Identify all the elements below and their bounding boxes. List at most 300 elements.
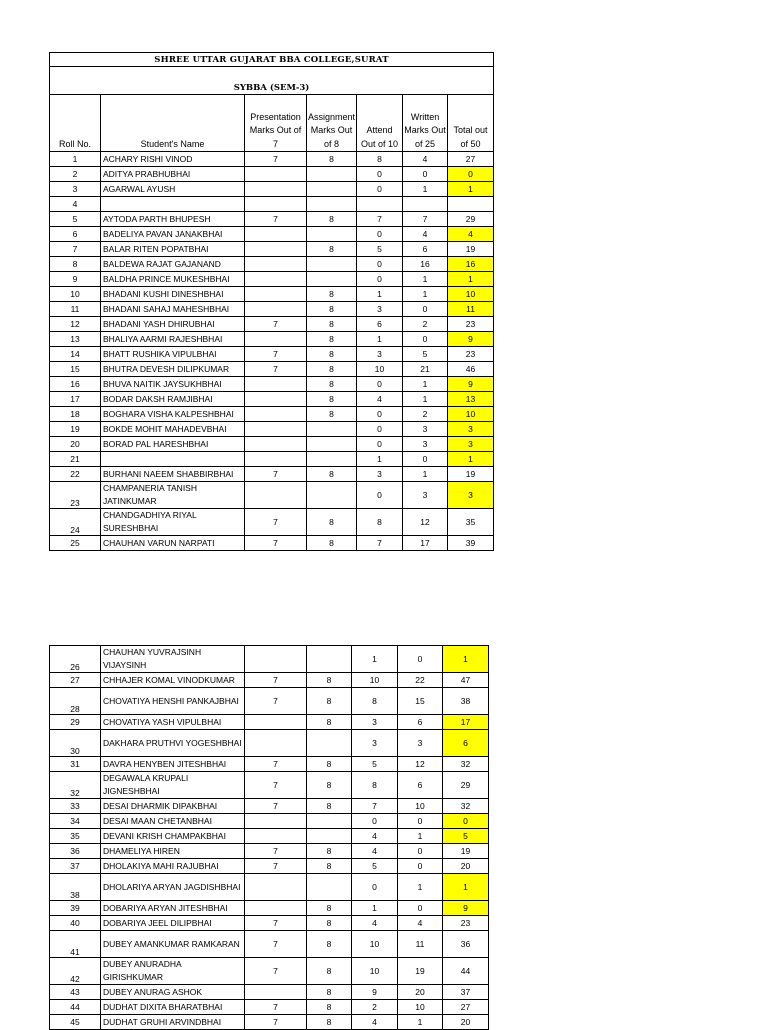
roll-no-cell: 42 (50, 958, 101, 985)
total-cell: 23 (443, 916, 489, 931)
assignment-cell: 8 (307, 985, 352, 1000)
presentation-cell (245, 257, 307, 272)
presentation-cell (245, 227, 307, 242)
attendance-cell: 5 (357, 242, 403, 257)
attendance-cell: 0 (357, 272, 403, 287)
header-roll-no: Roll No. (50, 95, 101, 152)
written-cell: 2 (403, 317, 448, 332)
attendance-cell: 1 (352, 901, 398, 916)
assignment-cell: 8 (307, 1000, 352, 1015)
assignment-cell: 8 (307, 844, 352, 859)
table-row (50, 916, 489, 931)
table-row (50, 467, 494, 482)
attendance-cell: 1 (357, 332, 403, 347)
total-cell: 23 (448, 347, 494, 362)
student-name-cell: BHUVA NAITIK JAYSUKHBHAI (101, 377, 245, 392)
attendance-cell: 3 (357, 347, 403, 362)
student-name-cell: BOGHARA VISHA KALPESHBHAI (101, 407, 245, 422)
attendance-cell: 7 (357, 212, 403, 227)
attendance-cell: 8 (352, 688, 398, 715)
table-row (50, 874, 489, 901)
roll-no-cell: 35 (50, 829, 101, 844)
presentation-cell: 7 (245, 1000, 307, 1015)
total-cell: 32 (443, 799, 489, 814)
total-cell: 1 (443, 874, 489, 901)
presentation-cell (245, 874, 307, 901)
total-cell: 10 (448, 407, 494, 422)
presentation-cell: 7 (245, 212, 307, 227)
total-cell: 47 (443, 673, 489, 688)
table-row (50, 377, 494, 392)
written-cell: 3 (403, 437, 448, 452)
written-cell: 17 (403, 536, 448, 551)
written-cell: 15 (398, 688, 443, 715)
assignment-cell (307, 422, 357, 437)
roll-no-cell: 31 (50, 757, 101, 772)
total-cell: 16 (448, 257, 494, 272)
total-cell: 0 (448, 167, 494, 182)
total-cell: 23 (448, 317, 494, 332)
roll-no-cell: 36 (50, 844, 101, 859)
attendance-cell: 4 (352, 829, 398, 844)
student-name-cell: CHHAJER KOMAL VINODKUMAR (101, 673, 245, 688)
table-row (50, 362, 494, 377)
written-cell: 0 (398, 646, 443, 673)
total-cell: 20 (443, 859, 489, 874)
written-cell: 6 (398, 772, 443, 799)
student-name-cell: DHOLARIYA ARYAN JAGDISHBHAI (101, 874, 245, 901)
written-cell: 10 (398, 1000, 443, 1015)
student-name-cell: CHOVATIYA YASH VIPULBHAI (101, 715, 245, 730)
attendance-cell: 4 (352, 844, 398, 859)
table-row (50, 509, 494, 536)
attendance-cell: 0 (357, 407, 403, 422)
presentation-cell (245, 377, 307, 392)
presentation-cell (245, 437, 307, 452)
table-row (50, 901, 489, 916)
assignment-cell: 8 (307, 509, 357, 536)
presentation-cell (245, 272, 307, 287)
assignment-cell: 8 (307, 392, 357, 407)
assignment-cell: 8 (307, 916, 352, 931)
table-row (50, 829, 489, 844)
student-name-cell: DUDHAT GRUHI ARVINDBHAI (101, 1015, 245, 1030)
attendance-cell: 2 (352, 1000, 398, 1015)
total-cell: 9 (448, 377, 494, 392)
student-name-cell: ADITYA PRABHUBHAI (101, 167, 245, 182)
table-row (50, 182, 494, 197)
attendance-cell: 3 (352, 715, 398, 730)
roll-no-cell: 7 (50, 242, 101, 257)
written-cell: 10 (398, 799, 443, 814)
student-name-cell: BHALIYA AARMI RAJESHBHAI (101, 332, 245, 347)
attendance-cell: 6 (357, 317, 403, 332)
attendance-cell: 10 (352, 931, 398, 958)
table-row (50, 302, 494, 317)
attendance-cell: 0 (352, 814, 398, 829)
roll-no-cell: 20 (50, 437, 101, 452)
presentation-cell (245, 302, 307, 317)
roll-no-cell: 4 (50, 197, 101, 212)
roll-no-cell: 26 (50, 646, 101, 673)
attendance-cell: 10 (352, 673, 398, 688)
student-name-cell: DUBEY AMANKUMAR RAMKARAN (101, 931, 245, 958)
roll-no-cell: 32 (50, 772, 101, 799)
total-cell: 19 (443, 844, 489, 859)
written-cell: 0 (398, 901, 443, 916)
roll-no-cell: 3 (50, 182, 101, 197)
written-cell: 1 (403, 392, 448, 407)
student-name-cell: CHAUHAN VARUN NARPATI (101, 536, 245, 551)
roll-no-cell: 25 (50, 536, 101, 551)
table-row (50, 482, 494, 509)
attendance-cell: 4 (352, 1015, 398, 1030)
student-name-cell: BHADANI SAHAJ MAHESHBHAI (101, 302, 245, 317)
presentation-cell (245, 985, 307, 1000)
assignment-cell: 8 (307, 212, 357, 227)
student-name-cell: DUDHAT DIXITA BHARATBHAI (101, 1000, 245, 1015)
student-name-cell: DEVANI KRISH CHAMPAKBHAI (101, 829, 245, 844)
total-cell: 29 (448, 212, 494, 227)
student-name-cell: DESAI MAAN CHETANBHAI (101, 814, 245, 829)
presentation-cell: 7 (245, 317, 307, 332)
written-cell: 11 (398, 931, 443, 958)
assignment-cell: 8 (307, 757, 352, 772)
table-row (50, 392, 494, 407)
assignment-cell: 8 (307, 901, 352, 916)
presentation-cell (245, 182, 307, 197)
assignment-cell (307, 730, 352, 757)
roll-no-cell: 37 (50, 859, 101, 874)
table-row (50, 931, 489, 958)
student-name-cell (101, 452, 245, 467)
presentation-cell (245, 829, 307, 844)
written-cell: 1 (398, 874, 443, 901)
presentation-cell: 7 (245, 844, 307, 859)
presentation-cell (245, 730, 307, 757)
written-cell: 1 (403, 272, 448, 287)
total-cell: 27 (443, 1000, 489, 1015)
assignment-cell (307, 814, 352, 829)
roll-no-cell: 6 (50, 227, 101, 242)
roll-no-cell: 23 (50, 482, 101, 509)
attendance-cell: 3 (357, 467, 403, 482)
total-cell: 37 (443, 985, 489, 1000)
presentation-cell: 7 (245, 467, 307, 482)
total-cell: 4 (448, 227, 494, 242)
written-cell: 1 (398, 829, 443, 844)
presentation-cell: 7 (245, 347, 307, 362)
presentation-cell (245, 287, 307, 302)
student-name-cell: CHANDGADHIYA RIYAL SURESHBHAI (101, 509, 245, 536)
total-cell: 9 (448, 332, 494, 347)
written-cell: 7 (403, 212, 448, 227)
header-student-name: Student's Name (101, 95, 245, 152)
table-row (50, 422, 494, 437)
written-cell: 21 (403, 362, 448, 377)
presentation-cell: 7 (245, 673, 307, 688)
written-cell: 3 (398, 730, 443, 757)
attendance-cell: 0 (357, 422, 403, 437)
student-name-cell: DAVRA HENYBEN JITESHBHAI (101, 757, 245, 772)
written-cell: 12 (398, 757, 443, 772)
written-cell: 0 (403, 332, 448, 347)
presentation-cell (245, 167, 307, 182)
written-cell: 3 (403, 482, 448, 509)
student-name-cell: BHADANI KUSHI DINESHBHAI (101, 287, 245, 302)
total-cell: 39 (448, 536, 494, 551)
assignment-cell: 8 (307, 152, 357, 167)
written-cell: 1 (398, 1015, 443, 1030)
total-cell: 9 (443, 901, 489, 916)
assignment-cell: 8 (307, 1015, 352, 1030)
attendance-cell: 1 (357, 452, 403, 467)
presentation-cell: 7 (245, 757, 307, 772)
table-row (50, 347, 494, 362)
total-cell (448, 197, 494, 212)
total-cell: 38 (443, 688, 489, 715)
student-name-cell: DESAI DHARMIK DIPAKBHAI (101, 799, 245, 814)
assignment-cell: 8 (307, 242, 357, 257)
roll-no-cell: 1 (50, 152, 101, 167)
table-row (50, 242, 494, 257)
written-cell: 1 (403, 377, 448, 392)
total-cell: 20 (443, 1015, 489, 1030)
header-total: Total out of 50 (448, 95, 494, 152)
attendance-cell: 4 (352, 916, 398, 931)
table-row (50, 646, 489, 673)
marks-table-page-2 (49, 645, 489, 1030)
written-cell: 0 (403, 167, 448, 182)
total-cell: 11 (448, 302, 494, 317)
written-cell (403, 197, 448, 212)
assignment-cell: 8 (307, 799, 352, 814)
college-title: SHREE UTTAR GUJARAT BBA COLLEGE,SURAT (50, 53, 494, 67)
attendance-cell: 5 (352, 757, 398, 772)
presentation-cell: 7 (245, 536, 307, 551)
student-name-cell: CHOVATIYA HENSHI PANKAJBHAI (101, 688, 245, 715)
student-name-cell: BALDHA PRINCE MUKESHBHAI (101, 272, 245, 287)
written-cell: 0 (403, 452, 448, 467)
attendance-cell: 0 (352, 874, 398, 901)
student-name-cell: DUBEY ANURAG ASHOK (101, 985, 245, 1000)
roll-no-cell: 44 (50, 1000, 101, 1015)
presentation-cell (245, 814, 307, 829)
attendance-cell: 0 (357, 167, 403, 182)
total-cell: 27 (448, 152, 494, 167)
header-written-marks: Written Marks Out of 25 (403, 95, 448, 152)
total-cell: 1 (448, 272, 494, 287)
student-name-cell: BORAD PAL HARESHBHAI (101, 437, 245, 452)
assignment-cell: 8 (307, 347, 357, 362)
total-cell: 46 (448, 362, 494, 377)
total-cell: 13 (448, 392, 494, 407)
roll-no-cell: 39 (50, 901, 101, 916)
attendance-cell: 8 (352, 772, 398, 799)
roll-no-cell: 17 (50, 392, 101, 407)
roll-no-cell: 16 (50, 377, 101, 392)
total-cell: 0 (443, 814, 489, 829)
attendance-cell: 10 (357, 362, 403, 377)
attendance-cell: 7 (357, 536, 403, 551)
assignment-cell: 8 (307, 673, 352, 688)
written-cell: 6 (398, 715, 443, 730)
table-row (50, 257, 494, 272)
assignment-cell: 8 (307, 302, 357, 317)
student-name-cell: BHATT RUSHIKA VIPULBHAI (101, 347, 245, 362)
student-name-cell: DHAMELIYA HIREN (101, 844, 245, 859)
presentation-cell: 7 (245, 362, 307, 377)
assignment-cell: 8 (307, 536, 357, 551)
written-cell: 2 (403, 407, 448, 422)
header-attendance: Attend Out of 10 (357, 95, 403, 152)
assignment-cell (307, 482, 357, 509)
attendance-cell: 3 (357, 302, 403, 317)
student-name-cell: DAKHARA PRUTHVI YOGESHBHAI (101, 730, 245, 757)
assignment-cell (307, 874, 352, 901)
assignment-cell (307, 197, 357, 212)
student-name-cell: BALAR RITEN POPATBHAI (101, 242, 245, 257)
assignment-cell: 8 (307, 772, 352, 799)
attendance-cell: 5 (352, 859, 398, 874)
written-cell: 5 (403, 347, 448, 362)
total-cell: 3 (448, 422, 494, 437)
written-cell: 6 (403, 242, 448, 257)
roll-no-cell: 43 (50, 985, 101, 1000)
written-cell: 16 (403, 257, 448, 272)
table-row (50, 958, 489, 985)
header-assignment-marks: Assignment Marks Out of 8 (307, 95, 357, 152)
presentation-cell: 7 (245, 931, 307, 958)
presentation-cell (245, 452, 307, 467)
assignment-cell: 8 (307, 931, 352, 958)
table-row (50, 452, 494, 467)
table-row (50, 673, 489, 688)
table-row (50, 287, 494, 302)
attendance-cell: 3 (352, 730, 398, 757)
student-name-cell: DOBARIYA JEEL DILIPBHAI (101, 916, 245, 931)
written-cell: 1 (403, 182, 448, 197)
table-row (50, 332, 494, 347)
roll-no-cell: 5 (50, 212, 101, 227)
table-row (50, 437, 494, 452)
table-row (50, 407, 494, 422)
table-row (50, 844, 489, 859)
total-cell: 29 (443, 772, 489, 799)
table-row (50, 688, 489, 715)
roll-no-cell: 24 (50, 509, 101, 536)
student-name-cell: DHOLAKIYA MAHI RAJUBHAI (101, 859, 245, 874)
presentation-cell (245, 242, 307, 257)
total-cell: 1 (448, 452, 494, 467)
table-row (50, 227, 494, 242)
assignment-cell (307, 452, 357, 467)
total-cell: 1 (443, 646, 489, 673)
header-presentation-marks: Presentation Marks Out of 7 (245, 95, 307, 152)
written-cell: 0 (398, 814, 443, 829)
presentation-cell: 7 (245, 859, 307, 874)
presentation-cell (245, 646, 307, 673)
student-name-cell: BALDEWA RAJAT GAJANAND (101, 257, 245, 272)
student-name-cell: DUBEY ANURADHA GIRISHKUMAR (101, 958, 245, 985)
attendance-cell: 8 (357, 509, 403, 536)
written-cell: 4 (403, 152, 448, 167)
roll-no-cell: 13 (50, 332, 101, 347)
assignment-cell (307, 437, 357, 452)
attendance-cell: 9 (352, 985, 398, 1000)
student-name-cell: CHAMPANERIA TANISH JATINKUMAR (101, 482, 245, 509)
table-row (50, 814, 489, 829)
class-subtitle: SYBBA (SEM-3) (50, 67, 494, 95)
written-cell: 1 (403, 287, 448, 302)
presentation-cell: 7 (245, 958, 307, 985)
roll-no-cell: 38 (50, 874, 101, 901)
assignment-cell: 8 (307, 958, 352, 985)
roll-no-cell: 11 (50, 302, 101, 317)
student-name-cell: BHUTRA DEVESH DILIPKUMAR (101, 362, 245, 377)
attendance-cell: 1 (352, 646, 398, 673)
table-row (50, 212, 494, 227)
student-name-cell: BHADANI YASH DHIRUBHAI (101, 317, 245, 332)
written-cell: 0 (398, 859, 443, 874)
roll-no-cell: 30 (50, 730, 101, 757)
total-cell: 36 (443, 931, 489, 958)
written-cell: 0 (403, 302, 448, 317)
presentation-cell: 7 (245, 152, 307, 167)
attendance-cell: 4 (357, 392, 403, 407)
presentation-cell: 7 (245, 509, 307, 536)
assignment-cell: 8 (307, 688, 352, 715)
student-name-cell: BOKDE MOHIT MAHADEVBHAI (101, 422, 245, 437)
assignment-cell (307, 257, 357, 272)
presentation-cell (245, 901, 307, 916)
roll-no-cell: 18 (50, 407, 101, 422)
roll-no-cell: 40 (50, 916, 101, 931)
presentation-cell (245, 332, 307, 347)
roll-no-cell: 33 (50, 799, 101, 814)
presentation-cell: 7 (245, 916, 307, 931)
attendance-cell: 0 (357, 482, 403, 509)
roll-no-cell: 29 (50, 715, 101, 730)
assignment-cell: 8 (307, 859, 352, 874)
attendance-cell: 10 (352, 958, 398, 985)
marks-table-page-1 (49, 52, 494, 551)
total-cell: 5 (443, 829, 489, 844)
student-name-cell: BODAR DAKSH RAMJIBHAI (101, 392, 245, 407)
roll-no-cell: 27 (50, 673, 101, 688)
total-cell: 10 (448, 287, 494, 302)
table-row (50, 272, 494, 287)
written-cell: 22 (398, 673, 443, 688)
roll-no-cell: 19 (50, 422, 101, 437)
student-name-cell: AYTODA PARTH BHUPESH (101, 212, 245, 227)
table-row (50, 167, 494, 182)
written-cell: 12 (403, 509, 448, 536)
total-cell: 32 (443, 757, 489, 772)
assignment-cell (307, 182, 357, 197)
roll-no-cell: 8 (50, 257, 101, 272)
written-cell: 1 (403, 467, 448, 482)
table-row (50, 985, 489, 1000)
table-row (50, 1000, 489, 1015)
roll-no-cell: 45 (50, 1015, 101, 1030)
presentation-cell (245, 392, 307, 407)
table-row (50, 730, 489, 757)
attendance-cell: 0 (357, 182, 403, 197)
roll-no-cell: 15 (50, 362, 101, 377)
assignment-cell: 8 (307, 332, 357, 347)
table-row (50, 536, 494, 551)
